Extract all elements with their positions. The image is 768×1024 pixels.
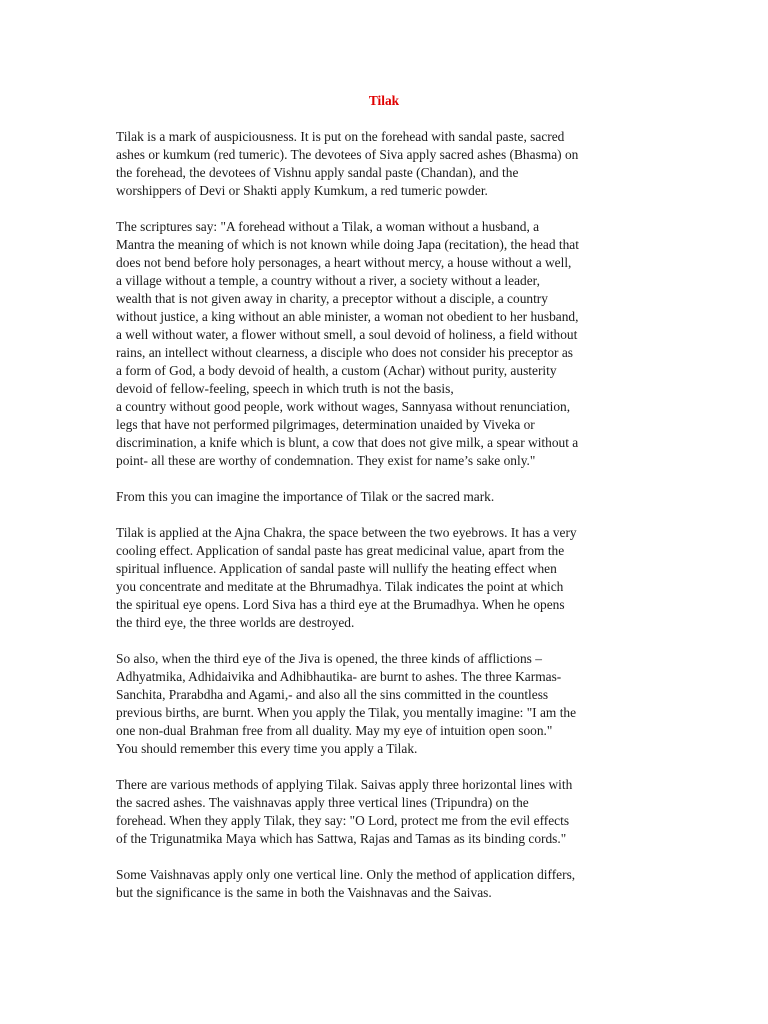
text-line: There are various methods of applying Tilak. Saivas apply three horizontal lines with — [116, 777, 573, 792]
text-line: ashes or kumkum (red tumeric). The devotees of Siva apply sacred ashes (Bhasma) on — [116, 147, 579, 162]
text-line: Adhyatmika, Adhidaivika and Adhibhautika- are burnt to ashes. The three Karmas- — [116, 669, 562, 684]
text-line: wealth that is not given away in charity, a preceptor without a disciple, a country — [116, 291, 548, 306]
text-line: previous births, are burnt. When you apply the Tilak, you mentally imagine: "I am the — [116, 705, 577, 720]
text-line: rains, an intellect without clearness, a disciple who does not consider his preceptor as — [116, 345, 574, 360]
text-line: forehead. When they apply Tilak, they say: "O Lord, protect me from the evil effects — [116, 813, 570, 828]
text-line: cooling effect. Application of sandal paste has great medicinal value, apart from the — [116, 543, 565, 558]
text-line: You should remember this every time you apply a Tilak. — [116, 741, 418, 756]
text-line: but the significance is the same in both the Vaishnavas and the Saivas. — [116, 885, 492, 900]
text-line: a form of God, a body devoid of health, a custom (Achar) without purity, austerity — [116, 363, 557, 378]
paragraph — [116, 128, 652, 200]
text-line: does not bend before holy personages, a heart without mercy, a house without a well, — [116, 255, 572, 270]
text-line: the forehead, the devotees of Vishnu apply sandal paste (Chandan), and the — [116, 165, 519, 180]
paragraph — [116, 650, 652, 758]
text-line: a village without a temple, a country without a river, a society without a leader, — [116, 273, 540, 288]
text-line: of the Trigunatmika Maya which has Sattwa, Rajas and Tamas as its binding cords." — [116, 831, 567, 846]
text-line: Tilak is a mark of auspiciousness. It is put on the forehead with sandal paste, sacred — [116, 129, 565, 144]
document-title: Tilak — [368, 93, 400, 108]
text-line: without justice, a king without an able minister, a woman not obedient to her husband, — [116, 309, 579, 324]
text-line: point- all these are worthy of condemnation. They exist for name’s sake only." — [116, 453, 536, 468]
paragraph — [116, 866, 652, 902]
text-line: discrimination, a knife which is blunt, a cow that does not give milk, a spear without a — [116, 435, 579, 450]
text-line: The scriptures say: "A forehead without a Tilak, a woman without a husband, a — [116, 219, 540, 234]
text-line: So also, when the third eye of the Jiva is opened, the three kinds of afflictions – — [116, 651, 542, 666]
text-line: From this you can imagine the importance of Tilak or the sacred mark. — [116, 489, 495, 504]
paragraph — [116, 218, 652, 470]
text-line: a country without good people, work without wages, Sannyasa without renunciation, — [116, 399, 571, 414]
text-line: the spiritual eye opens. Lord Siva has a third eye at the Brumadhya. When he opens — [116, 597, 565, 612]
text-line: you concentrate and meditate at the Bhrumadhya. Tilak indicates the point at which — [116, 579, 564, 594]
text-line: a well without water, a flower without smell, a soul devoid of holiness, a field without — [116, 327, 578, 342]
document-body — [116, 128, 652, 902]
text-line: Sanchita, Prarabdha and Agami,- and also all the sins committed in the countless — [116, 687, 549, 702]
text-line: worshippers of Devi or Shakti apply Kumkum, a red tumeric powder. — [116, 183, 488, 198]
text-line: Tilak is applied at the Ajna Chakra, the space between the two eyebrows. It has a very — [116, 525, 577, 540]
text-line: Some Vaishnavas apply only one vertical line. Only the method of application differs, — [116, 867, 576, 882]
text-line: Mantra the meaning of which is not known while doing Japa (recitation), the head that — [116, 237, 579, 252]
text-line: legs that have not performed pilgrimages, determination unaided by Viveka or — [116, 417, 535, 432]
text-line: spiritual influence. Application of sandal paste will nullify the heating effect when — [116, 561, 557, 576]
text-line: the sacred ashes. The vaishnavas apply three vertical lines (Tripundra) on the — [116, 795, 529, 810]
text-line: devoid of fellow-feeling, speech in which truth is not the basis, — [116, 381, 454, 396]
paragraph — [116, 776, 652, 848]
text-line: one non-dual Brahman free from all duality. May my eye of intuition open soon." — [116, 723, 553, 738]
text-line: the third eye, the three worlds are destroyed. — [116, 615, 355, 630]
paragraph — [116, 524, 652, 632]
paragraph — [116, 488, 652, 506]
